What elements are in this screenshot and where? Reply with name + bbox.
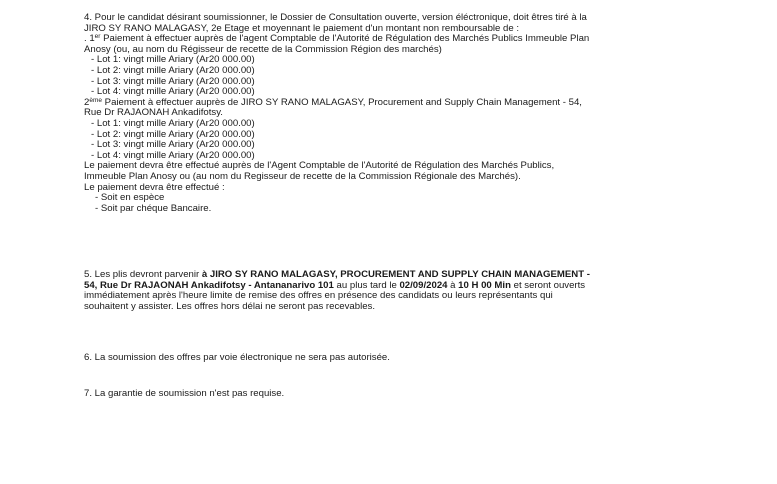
section5-bold-recipient: à JIRO SY RANO MALAGASY, PROCUREMENT AND SUPPLY CHAIN MANAGEMENT - (201, 269, 590, 280)
payment2-prefix: 2 (84, 96, 90, 108)
lot-line: - Lot 2: vingt mille Ariary (Ar20 000.00) (91, 64, 255, 76)
lot-line: - Lot 3: vingt mille Ariary (Ar20 000.00) (91, 75, 255, 87)
lot-line: - Lot 4: vingt mille Ariary (Ar20 000.00) (91, 86, 255, 98)
section5-text: 5. Les plis devront parvenir (84, 269, 202, 280)
section5-text: et seront ouverts (510, 279, 586, 291)
payment-mode: - Soit par chéque Bancaire. (95, 202, 212, 214)
lot-line: - Lot 4: vingt mille Ariary (Ar20 000.00) (91, 149, 255, 161)
section6-text: 6. La soumission des offres par voie électronique ne sera pas autorisée. (84, 352, 390, 363)
payment-mode: - Soit en espèce (95, 192, 165, 204)
payment-note-line2: Immeuble Plan Anosy ou (au nom du Regisseur de recette de la Commission Régionale des Marchés). (84, 170, 521, 182)
section-6 (84, 353, 709, 364)
section-7 (84, 389, 709, 400)
payment1-line2: Anosy (ou, au nom du Régisseur de recette de la Commission Région des marchés) (84, 43, 442, 55)
section5-line3: immédiatement après l'heure limite de remise des offres en présence des candidats ou leurs représentants qui (84, 290, 553, 302)
section-5 (84, 270, 709, 312)
section5-text: au plus tard le (333, 279, 400, 291)
payment2-sup: ème (89, 96, 102, 104)
section7-text: 7. La garantie de soumission n'est pas requise. (84, 388, 285, 399)
section5-bold-date: 02/09/2024 (399, 279, 448, 291)
section4-intro-line2: JIRO SY RANO MALAGASY, 2e Etage et moyennant le paiement d'un montant non remboursable de : (84, 22, 520, 34)
lot-line: - Lot 3: vingt mille Ariary (Ar20 000.00) (91, 139, 255, 151)
payment-mode-label: Le paiement devra être effectué : (84, 181, 225, 193)
lot-line: - Lot 1: vingt mille Ariary (Ar20 000.00) (91, 54, 255, 66)
section5-bold-time: 10 H 00 Min (458, 279, 511, 291)
payment-note-line1: Le paiement devra être effectué auprès de l'Agent Comptable de l'Autorité de Régulation des Marchés Publics, (84, 160, 555, 172)
section5-bold-address: 54, Rue Dr RAJAONAH Ankadifotsy - Antananarivo 101 (84, 279, 334, 291)
lot-line: - Lot 1: vingt mille Ariary (Ar20 000.00) (91, 117, 255, 129)
payment2-text: Paiement à effectuer auprès de JIRO SY RANO MALAGASY, Procurement and Supply Chain Management - 54, (102, 96, 582, 108)
section4-intro-line1: 4. Pour le candidat désirant soumissionner, le Dossier de Consultation ouverte, version éléctronique, doit êtres tiré à la (84, 12, 587, 23)
section-4 (84, 13, 709, 214)
payment1-sup: er (94, 33, 101, 41)
lot-line: - Lot 2: vingt mille Ariary (Ar20 000.00) (91, 128, 255, 140)
payment1-text: Paiement à effectuer auprès de l'agent Comptable de l'Autorité de Régulation des Marchés Publics Immeuble Plan (100, 33, 590, 45)
section5-text: à (447, 279, 459, 291)
section5-line4: souhaitent y assister. Les offres hors délai ne seront pas recevables. (84, 300, 375, 312)
payment2-line2: Rue Dr RAJAONAH Ankadifotsy. (84, 107, 223, 119)
payment1-prefix: . 1 (84, 33, 95, 45)
